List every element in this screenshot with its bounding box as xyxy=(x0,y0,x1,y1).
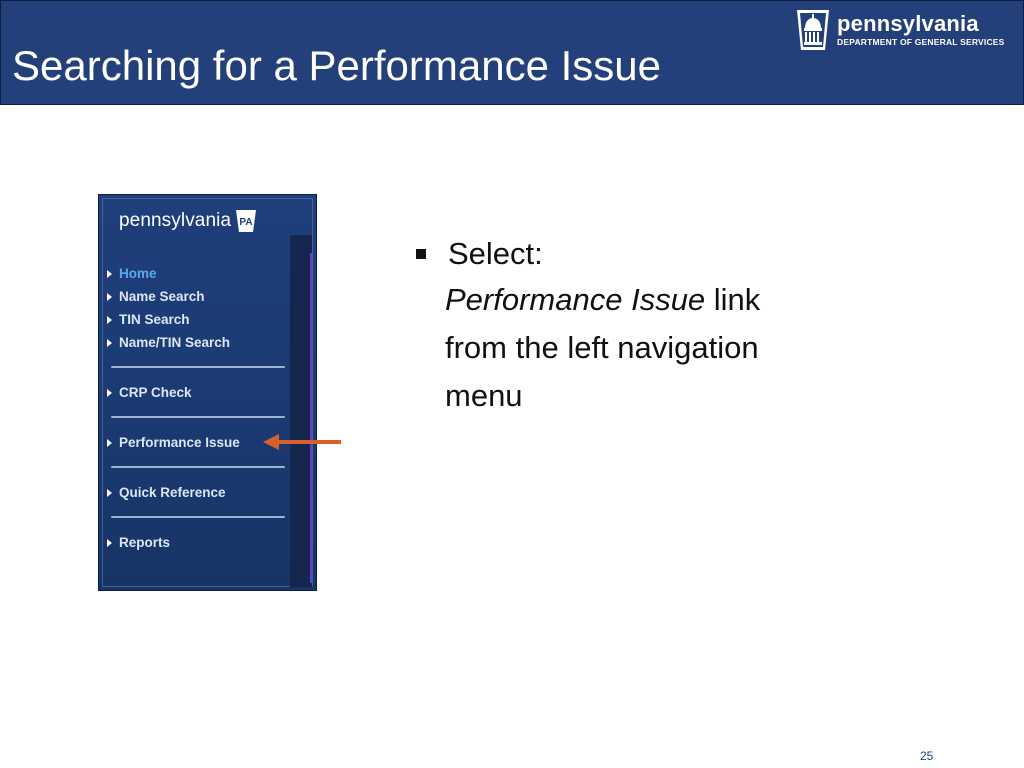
triangle-right-icon xyxy=(107,439,112,447)
nav-scroll-strip xyxy=(290,235,312,587)
nav-item-performance-issue[interactable] xyxy=(107,431,287,454)
nav-item-quick-reference[interactable] xyxy=(107,481,287,504)
nav-item-label: Performance Issue xyxy=(119,435,240,450)
bullet-line-3: menu xyxy=(445,378,523,413)
nav-menu-screenshot xyxy=(98,194,317,591)
nav-item-label: Reports xyxy=(119,535,171,550)
nav-list xyxy=(107,262,287,554)
instruction-bullet xyxy=(414,232,844,420)
logo-department: DEPARTMENT OF GENERAL SERVICES xyxy=(837,37,1005,48)
bullet-row xyxy=(414,232,844,276)
triangle-right-icon xyxy=(107,316,112,324)
pa-badge-text: PA xyxy=(239,217,253,228)
pa-keystone-badge-icon xyxy=(235,209,257,233)
nav-item-label: Name Search xyxy=(119,289,205,304)
dgs-logo xyxy=(795,5,1015,55)
triangle-right-icon xyxy=(107,293,112,301)
nav-item-label: TIN Search xyxy=(119,312,190,327)
nav-logo-text: pennsylvania xyxy=(119,210,232,231)
slide-title: Searching for a Performance Issue xyxy=(12,42,661,89)
triangle-right-icon xyxy=(107,339,112,347)
triangle-right-icon xyxy=(107,389,112,397)
nav-item-reports[interactable] xyxy=(107,531,287,554)
nav-item-tin-search[interactable] xyxy=(107,308,287,331)
logo-name: pennsylvania xyxy=(837,11,979,37)
nav-item-label: CRP Check xyxy=(119,385,192,400)
nav-separator xyxy=(111,466,285,468)
slide-number: 25 xyxy=(920,749,934,763)
nav-item-label: Quick Reference xyxy=(119,485,226,500)
triangle-right-icon xyxy=(107,489,112,497)
bullet-line-1-rest: link xyxy=(705,282,761,317)
bullet-italic-link-name: Performance Issue xyxy=(445,282,706,317)
header-banner xyxy=(0,0,1024,105)
nav-logo xyxy=(119,209,257,233)
arrow-left-icon xyxy=(262,432,342,452)
square-bullet-icon xyxy=(416,249,426,259)
nav-separator xyxy=(111,366,285,368)
bullet-body xyxy=(445,276,844,420)
triangle-right-icon xyxy=(107,539,112,547)
nav-item-crp-check[interactable] xyxy=(107,381,287,404)
nav-item-home[interactable] xyxy=(107,262,287,285)
nav-separator xyxy=(111,516,285,518)
nav-item-label: Home xyxy=(119,266,157,281)
bullet-lead: Select: xyxy=(448,236,543,271)
capitol-keystone-icon xyxy=(795,8,831,52)
bullet-line-2: from the left navigation xyxy=(445,330,759,365)
nav-item-name-search[interactable] xyxy=(107,285,287,308)
triangle-right-icon xyxy=(107,270,112,278)
nav-item-label: Name/TIN Search xyxy=(119,335,231,350)
nav-separator xyxy=(111,416,285,418)
nav-divider-line xyxy=(310,253,312,583)
bullet-line-1 xyxy=(445,276,844,324)
nav-item-name-tin-search[interactable] xyxy=(107,331,287,354)
